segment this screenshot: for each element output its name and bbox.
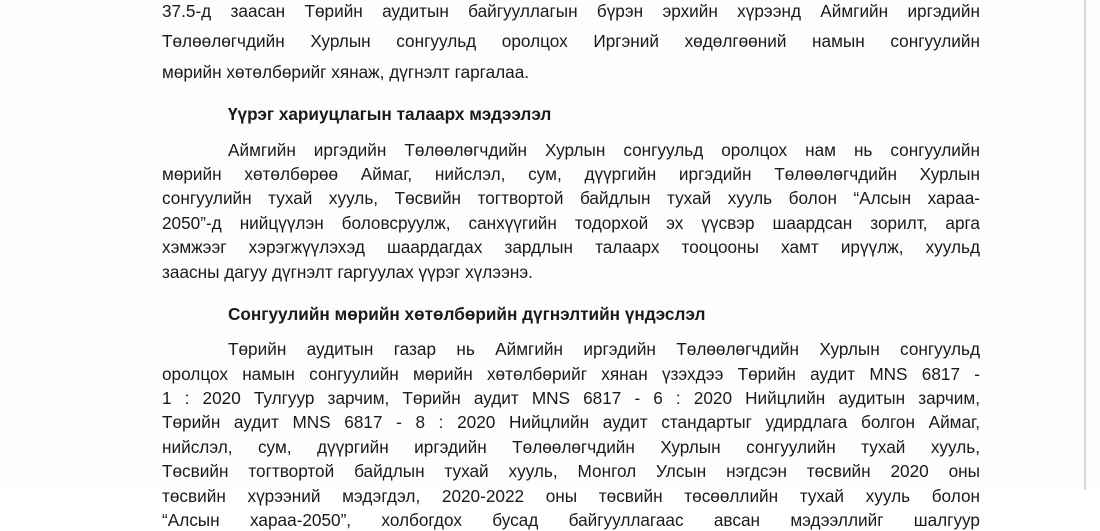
section-heading-responsibility: Үүрэг хариуцлагын талаарх мэдээлэл xyxy=(228,104,552,125)
paragraph-line: 37.5-д заасан Төрийн аудитын байгууллагын бүрэн эрхийн хүрээнд Аймгийн иргэдийн xyxy=(162,1,980,21)
responsibility-paragraph xyxy=(162,139,980,283)
section-heading-basis: Сонгуулийн мөрийн хөтөлбөрийн дүгнэлтийн үндэслэл xyxy=(228,303,706,324)
paragraph-line: Төрийн аудитын газар нь Аймгийн иргэдийн Төлөөлөгчдийн Хурлын сонгуульд xyxy=(228,339,980,360)
paragraph-line: мөрийн хөтөлбөрөө Аймаг, нийслэл, сум, дүүргийн иргэдийн Төлөөлөгчдийн Хурлын xyxy=(162,163,980,184)
paragraph-line: Аймгийн иргэдийн Төлөөлөгчдийн Хурлын сонгуульд оролцох нам нь сонгуулийн xyxy=(228,139,980,160)
paragraph-line: сонгуулийн тухай хууль, Төсвийн тогтвортой байдлын тухай хууль болон “Алсын хараа- xyxy=(162,188,980,209)
paragraph-line: Төрийн аудит MNS 6817 - 8 : 2020 Нийцлийн аудит стандартыг удирдлага болгон Аймаг, xyxy=(162,412,980,433)
paragraph-line: оролцох намын сонгуулийн мөрийн хөтөлбөрийг хянан үзэхдээ Төрийн аудит MNS 6817 - xyxy=(162,363,980,384)
paragraph-line: төсвийн хүрээний мэдэгдэл, 2020-2022 оны төсвийн төсөөллийн тухай хууль болон xyxy=(162,485,980,506)
paragraph-line: 1 : 2020 Тулгуур зарчим, Төрийн аудит MNS 6817 - 6 : 2020 Нийцлийн аудитын зарчим, xyxy=(162,388,980,409)
paragraph-line: мөрийн хөтөлбөрийг хянаж, дүгнэлт гаргалаа. xyxy=(162,61,530,82)
basis-paragraph xyxy=(162,338,980,531)
paragraph-line: “Алсын хараа-2050”, холбогдох бусад байгууллагаас авсан мэдээллийг шалгуур xyxy=(162,510,980,531)
paragraph-line: Төсвийн тогтвортой байдлын тухай хууль, Монгол Улсын нэгдсэн төсвийн 2020 оны xyxy=(162,461,980,482)
paragraph-line: хэмжээг хэрэгжүүлэхэд шаардагдах зардлын талаарх тооцооны хамт ирүүлж, хуульд xyxy=(162,237,980,258)
paragraph-line: нийслэл, сум, дүүргийн иргэдийн Төлөөлөгчдийн Хурлын сонгуулийн тухай хууль, xyxy=(162,436,980,457)
document-body xyxy=(162,0,980,531)
intro-paragraph xyxy=(162,0,980,83)
paragraph-line: Төлөөлөгчдийн Хурлын сонгуульд оролцох Иргэний хөдөлгөөний намын сонгуулийн xyxy=(162,31,980,52)
paragraph-line: заасны дагуу дүгнэлт гаргуулах үүрэг хүлээнэ. xyxy=(162,261,533,282)
paragraph-line: 2050”-д нийцүүлэн боловсруулж, санхүүгийн тодорхой эх үүсвэр шаардсан зорилт, арга xyxy=(162,212,980,233)
scan-edge-shadow xyxy=(1084,0,1086,490)
